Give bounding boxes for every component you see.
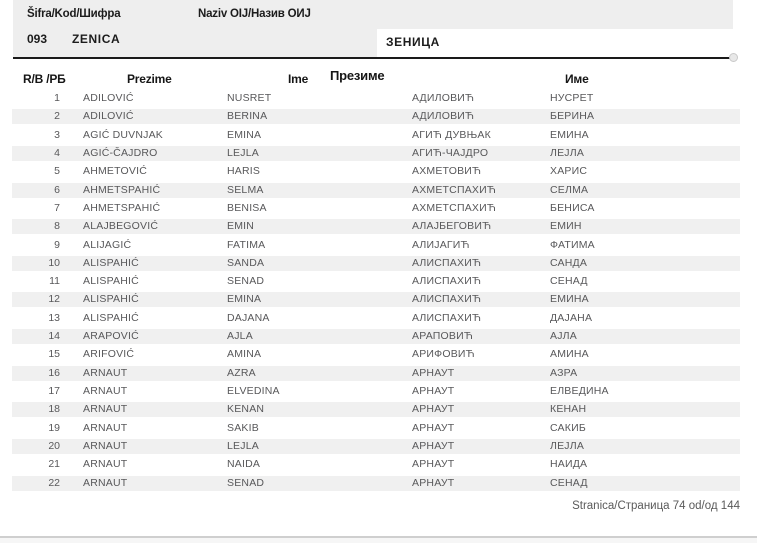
- firstname-cyrillic: ЛЕЈЛА: [550, 439, 585, 452]
- column-header-surname-cyrillic: Презиме: [330, 68, 385, 83]
- table-row: [12, 292, 740, 310]
- code-value: 093: [27, 32, 48, 46]
- voter-table: [12, 91, 740, 494]
- surname-cyrillic: АЛИСПАХИЋ: [412, 293, 482, 306]
- row-number: 2: [54, 110, 60, 123]
- surname-cyrillic: АГИЋ-ЧАЈДРО: [412, 146, 489, 159]
- firstname-cyrillic: ЕМИНА: [550, 293, 589, 306]
- surname-latin: ALIJAGIĆ: [83, 238, 132, 251]
- firstname-cyrillic: СЕЛМА: [550, 183, 589, 196]
- firstname-cyrillic: САНДА: [550, 256, 588, 269]
- firstname-cyrillic: ДАЈАНА: [550, 311, 593, 324]
- table-row: [12, 347, 740, 365]
- firstname-cyrillic: ЕМИН: [550, 220, 582, 233]
- column-header-firstname-latin: Ime: [288, 72, 309, 86]
- surname-latin: ADILOVIĆ: [83, 110, 134, 123]
- table-row: [12, 164, 740, 182]
- surname-cyrillic: АРНАУТ: [412, 439, 455, 452]
- row-number: 4: [54, 146, 60, 159]
- table-row: [12, 402, 740, 420]
- divider-end-handle: [729, 53, 738, 62]
- firstname-latin: SAKIB: [227, 421, 259, 434]
- firstname-cyrillic: АМИНА: [550, 348, 589, 361]
- row-number: 10: [48, 256, 60, 269]
- firstname-latin: HARIS: [227, 165, 261, 178]
- firstname-latin: LEJLA: [227, 146, 259, 159]
- table-row: [12, 146, 740, 164]
- surname-latin: ARNAUT: [83, 385, 128, 397]
- page-number-indicator: Stranica/Страница 74 od/од 144: [572, 500, 740, 512]
- firstname-latin: SENAD: [227, 476, 265, 489]
- municipality-name-latin: ZENICA: [72, 32, 121, 46]
- row-number: 6: [54, 183, 60, 196]
- firstname-latin: BERINA: [227, 110, 268, 123]
- surname-latin: AHMETSPAHIĆ: [83, 183, 161, 196]
- surname-latin: AGIĆ-ČAJDRO: [83, 146, 158, 159]
- surname-latin: ADILOVIĆ: [83, 92, 134, 104]
- table-row: [12, 91, 740, 109]
- firstname-latin: AJLA: [227, 330, 253, 343]
- table-row: [12, 439, 740, 457]
- surname-latin: ARNAUT: [83, 421, 128, 434]
- municipality-header: [13, 0, 733, 57]
- surname-latin: ARNAUT: [83, 366, 128, 379]
- surname-cyrillic: АХМЕТСПАХИЋ: [412, 201, 497, 214]
- firstname-latin: EMINA: [227, 128, 262, 141]
- table-row: [12, 109, 740, 127]
- surname-latin: ALISPAHIĆ: [83, 311, 139, 324]
- firstname-latin: ELVEDINA: [227, 385, 280, 397]
- firstname-latin: BENISA: [227, 201, 267, 214]
- row-number: 1: [54, 92, 60, 104]
- surname-cyrillic: АРАПОВИЋ: [412, 330, 474, 343]
- firstname-cyrillic: АЈЛА: [550, 330, 577, 343]
- firstname-cyrillic: КЕНАН: [550, 403, 587, 416]
- surname-latin: ARIFOVIĆ: [83, 348, 135, 361]
- firstname-latin: SANDA: [227, 256, 265, 269]
- surname-cyrillic: АДИЛОВИЋ: [412, 92, 475, 104]
- firstname-cyrillic: НУСРЕТ: [550, 92, 594, 104]
- row-number: 7: [54, 201, 60, 214]
- code-label: Šifra/Kod/Шифра: [27, 8, 121, 20]
- firstname-latin: AZRA: [227, 366, 256, 379]
- firstname-latin: FATIMA: [227, 238, 266, 251]
- table-row: [12, 421, 740, 439]
- surname-cyrillic: АХМЕТСПАХИЋ: [412, 183, 497, 196]
- column-header-firstname-cyrillic: Име: [565, 72, 589, 86]
- row-number: 14: [48, 330, 60, 343]
- surname-latin: ALISPAHIĆ: [83, 293, 139, 306]
- municipality-name-label: Naziv OIJ/Назив ОИЈ: [198, 8, 311, 20]
- surname-latin: ALAJBEGOVIĆ: [83, 220, 159, 233]
- surname-cyrillic: АРНАУТ: [412, 458, 455, 471]
- surname-latin: ARNAUT: [83, 403, 128, 416]
- surname-cyrillic: АЛИСПАХИЋ: [412, 311, 482, 324]
- row-number: 8: [54, 220, 60, 233]
- row-number: 3: [54, 128, 60, 141]
- surname-latin: AHMETOVIĆ: [83, 165, 148, 178]
- firstname-cyrillic: ЕЛВЕДИНА: [550, 385, 609, 397]
- firstname-latin: EMINA: [227, 293, 262, 306]
- firstname-latin: AMINA: [227, 348, 262, 361]
- firstname-cyrillic: БЕРИНА: [550, 110, 595, 123]
- firstname-cyrillic: САКИБ: [550, 421, 586, 434]
- table-row: [12, 476, 740, 494]
- row-number: 18: [48, 403, 60, 416]
- table-row: [12, 311, 740, 329]
- firstname-latin: EMIN: [227, 220, 255, 233]
- surname-cyrillic: АЛИСПАХИЋ: [412, 256, 482, 269]
- surname-cyrillic: АРНАУТ: [412, 385, 455, 397]
- table-row: [12, 201, 740, 219]
- surname-cyrillic: АЛИЈАГИЋ: [412, 238, 470, 251]
- firstname-cyrillic: ЕМИНА: [550, 128, 589, 141]
- firstname-cyrillic: СЕНАД: [550, 275, 588, 288]
- row-number: 11: [49, 275, 60, 288]
- firstname-latin: NUSRET: [227, 92, 272, 104]
- firstname-latin: DAJANA: [227, 311, 270, 324]
- row-number: 9: [54, 238, 60, 251]
- surname-cyrillic: АРИФОВИЋ: [412, 348, 475, 361]
- surname-cyrillic: АРНАУТ: [412, 421, 455, 434]
- table-header-row: [0, 68, 757, 90]
- table-row: [12, 457, 740, 475]
- table-row: [12, 128, 740, 146]
- header-divider-rule: [13, 57, 735, 59]
- surname-cyrillic: АРНАУТ: [412, 366, 455, 379]
- firstname-latin: SENAD: [227, 275, 265, 288]
- surname-cyrillic: АЛИСПАХИЋ: [412, 275, 482, 288]
- surname-latin: ARNAUT: [83, 439, 128, 452]
- surname-latin: ALISPAHIĆ: [83, 275, 139, 288]
- municipality-name-cyrillic-box: [377, 29, 733, 57]
- row-number: 17: [48, 385, 60, 397]
- row-number: 21: [48, 458, 60, 471]
- firstname-cyrillic: ЛЕЈЛА: [550, 146, 585, 159]
- surname-latin: ARNAUT: [83, 458, 128, 471]
- row-number: 19: [48, 421, 60, 434]
- row-number: 16: [48, 366, 60, 379]
- surname-cyrillic: АХМЕТОВИЋ: [412, 165, 482, 178]
- surname-latin: ARAPOVIĆ: [83, 330, 139, 343]
- firstname-latin: SELMA: [227, 183, 264, 196]
- firstname-cyrillic: АЗРА: [550, 366, 578, 379]
- firstname-latin: NAIDA: [227, 458, 261, 471]
- column-header-row-number: R/B /РБ: [23, 72, 66, 86]
- firstname-cyrillic: НАИДА: [550, 458, 588, 471]
- table-row: [12, 384, 740, 402]
- row-number: 22: [48, 476, 60, 489]
- table-row: [12, 274, 740, 292]
- firstname-latin: LEJLA: [227, 439, 259, 452]
- firstname-cyrillic: СЕНАД: [550, 476, 588, 489]
- column-header-surname-latin: Prezime: [127, 72, 172, 86]
- surname-cyrillic: АРНАУТ: [412, 476, 455, 489]
- surname-cyrillic: АГИЋ ДУВЊАК: [412, 128, 491, 141]
- row-number: 12: [48, 293, 60, 306]
- bottom-margin-strip: [0, 538, 757, 543]
- surname-cyrillic: АДИЛОВИЋ: [412, 110, 475, 123]
- table-row: [12, 256, 740, 274]
- firstname-cyrillic: ФАТИМА: [550, 238, 595, 251]
- municipality-name-cyrillic: ЗЕНИЦА: [386, 35, 440, 49]
- table-row: [12, 366, 740, 384]
- table-row: [12, 183, 740, 201]
- row-number: 20: [48, 439, 60, 452]
- firstname-latin: KENAN: [227, 403, 265, 416]
- surname-latin: AHMETSPAHIĆ: [83, 201, 161, 214]
- row-number: 15: [48, 348, 60, 361]
- firstname-cyrillic: БЕНИСА: [550, 201, 595, 214]
- firstname-cyrillic: ХАРИС: [550, 165, 588, 178]
- table-row: [12, 238, 740, 256]
- surname-latin: ALISPAHIĆ: [83, 256, 139, 269]
- row-number: 13: [48, 311, 60, 324]
- table-row: [12, 219, 740, 237]
- surname-latin: ARNAUT: [83, 476, 128, 489]
- table-row: [12, 329, 740, 347]
- row-number: 5: [54, 165, 60, 178]
- surname-cyrillic: АРНАУТ: [412, 403, 455, 416]
- surname-latin: AGIĆ DUVNJAK: [83, 128, 163, 141]
- surname-cyrillic: АЛАЈБЕГОВИЋ: [412, 220, 492, 233]
